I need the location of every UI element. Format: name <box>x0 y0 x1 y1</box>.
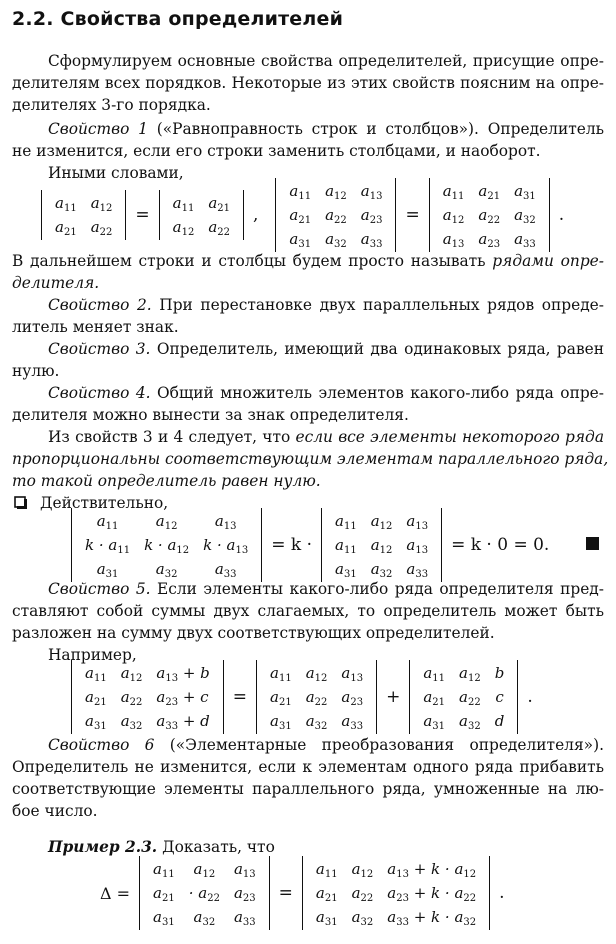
paragraph-line: бое число. <box>12 802 98 820</box>
property-4-line: Свойство 4. Общий множитель элементов какого-либо ряда опре- <box>48 384 604 402</box>
determinant-part-1: $a_{11}$ $a_{12}$ $a_{13}$ $a_{21}$ $a_{22}$ $a_{23}$ $a_{31}$ $a_{32}$ $a_{33}$ <box>256 660 377 734</box>
determinant-part-2: $a_{11}$ $a_{12}$ b $a_{21}$ $a_{22}$ c $a_{31}$ $a_{32}$ d <box>409 660 518 734</box>
paragraph-line: нулю. <box>12 362 60 380</box>
paragraph-line: Иными словами, <box>48 164 184 182</box>
equation-proportional: $a_{11}$ $a_{12}$ $a_{13}$ $k \cdot a_{11}$ $k \cdot a_{12}$ $k \cdot a_{13}$ $a_{31}$ $a_{32}$ $a_{33}$ = k · $a_{11}$ $a_{12}$ $a_{13}$ $a_{11}$ $a_{12}$ $a_{13}$ $a_{31}$ $a_{32}$ $a_{33}$ = k · 0 = 0. <box>68 514 555 576</box>
paragraph-line: не изменится, если его строки заменить столбцами, и наоборот. <box>12 142 541 160</box>
property-2-line: Свойство 2. При перестановке двух параллельных рядов опреде- <box>48 296 604 314</box>
proof-label: Действительно, <box>40 494 169 512</box>
property-3-line: Свойство 3. Определитель, имеющий два одинаковых ряда, равен <box>48 340 604 358</box>
property-1-line: Свойство 1 («Равноправность строк и столбцов»). Определитель <box>48 120 604 138</box>
determinant-3x3: $a_{11}$ $a_{12}$ $a_{13}$ $a_{21}$ $a_{22}$ $a_{23}$ $a_{31}$ $a_{32}$ $a_{33}$ <box>275 178 396 252</box>
property-6-line: Свойство 6 («Элементарные преобразования определителя»). <box>48 736 604 754</box>
filled-square-icon <box>586 537 599 550</box>
example-2-3-line: Пример 2.3. Доказать, что <box>48 838 275 856</box>
paragraph-line: ставляют собой суммы двух слагаемых, то определитель может быть <box>12 602 604 620</box>
paragraph-line: Например, <box>48 646 137 664</box>
equation-delta: Δ = $a_{11}$ $a_{12}$ $a_{13}$ $a_{21}$ · $a_{22}$ $a_{23}$ $a_{31}$ $a_{32}$ $a_{33}$ = $a_{11}$ $a_{12}$ $a_{13} + k \cdot a_{12}$ $a_{21}$ $a_{22}$ $a_{23} + k \cdot a_{22}$ $a_{31}$ $a_{32}$ $a_{33} + k \cdot a_{32}$ . <box>100 860 511 926</box>
corollary-line: Из свойств 3 и 4 следует, что если все элементы некоторого ряда <box>48 428 604 446</box>
determinant-equal-rows: $a_{11}$ $a_{12}$ $a_{13}$ $a_{11}$ $a_{12}$ $a_{13}$ $a_{31}$ $a_{32}$ $a_{33}$ <box>321 508 442 582</box>
open-square-icon <box>14 496 27 509</box>
equation-transpose: $a_{11}$ $a_{12}$ $a_{21}$ $a_{22}$ = $a_{11}$ $a_{21}$ $a_{12}$ $a_{22}$ , $a_{11}$ $a_{12}$ $a_{13}$ $a_{21}$ $a_{22}$ $a_{23}$ $a_{31}$ $a_{32}$ $a_{33}$ = $a_{11}$ $a_{21}$ $a_{31}$ $a_{12}$ $a_{22}$ $a_{32}$ $a_{13}$ $a_{23}$ $a_{33}$ . <box>38 184 570 246</box>
determinant-proportional: $a_{11}$ $a_{12}$ $a_{13}$ $k \cdot a_{11}$ $k \cdot a_{12}$ $k \cdot a_{13}$ $a_{31}$ $a_{32}$ $a_{33}$ <box>71 508 262 582</box>
paragraph-line: делителя. <box>12 274 100 292</box>
property-1-name: Свойство 1 <box>48 120 148 138</box>
section-title: 2.2. Свойства определителей <box>12 8 344 30</box>
paragraph-line: Определитель не изменится, если к элементам одного ряда прибавить <box>12 758 604 776</box>
corollary-line: пропорциональны соответствующим элементам параллельного ряда, <box>12 450 609 468</box>
property-5-line: Свойство 5. Если элементы какого-либо ряда определителя пред- <box>48 580 604 598</box>
example-title: Пример 2.3. <box>48 838 158 856</box>
paragraph-line: делителям всех порядков. Некоторые из этих свойств поясним на опре- <box>12 74 604 92</box>
paragraph-line: делителя можно вынести за знак определителя. <box>12 406 409 424</box>
paragraph-line: В дальнейшем строки и столбцы будем просто называть рядами опре- <box>12 252 604 270</box>
determinant-sum: $a_{11}$ $a_{12}$ $a_{13} + b$ $a_{21}$ $a_{22}$ $a_{23} + c$ $a_{31}$ $a_{32}$ $a_{33} + d$ <box>71 660 224 734</box>
determinant-transformed: $a_{11}$ $a_{12}$ $a_{13} + k \cdot a_{12}$ $a_{21}$ $a_{22}$ $a_{23} + k \cdot a_{22}$ $a_{31}$ $a_{32}$ $a_{33} + k \cdot a_{32}$ <box>302 856 490 930</box>
paragraph-line: делителях 3-го порядка. <box>12 96 211 114</box>
paragraph-line: соответствующие элементы параллельного ряда, умноженные на лю- <box>12 780 604 798</box>
equation-sum: $a_{11}$ $a_{12}$ $a_{13} + b$ $a_{21}$ $a_{22}$ $a_{23} + c$ $a_{31}$ $a_{32}$ $a_{33} + d$ = $a_{11}$ $a_{12}$ $a_{13}$ $a_{21}$ $a_{22}$ $a_{23}$ $a_{31}$ $a_{32}$ $a_{33}$ + $a_{11}$ $a_{12}$ b $a_{21}$ $a_{22}$ c $a_{31}$ $a_{32}$ d . <box>68 666 539 728</box>
paragraph-line: разложен на сумму двух соответствующих определителей. <box>12 624 495 642</box>
corollary-line: то такой определитель равен нулю. <box>12 472 321 490</box>
determinant-2x2: $a_{11}$ $a_{12}$ $a_{21}$ $a_{22}$ <box>41 190 126 240</box>
paragraph-line: литель меняет знак. <box>12 318 179 336</box>
determinant-3x3-transposed: $a_{11}$ $a_{21}$ $a_{31}$ $a_{12}$ $a_{22}$ $a_{32}$ $a_{13}$ $a_{23}$ $a_{33}$ <box>429 178 550 252</box>
determinant-2x2-transposed: $a_{11}$ $a_{21}$ $a_{12}$ $a_{22}$ <box>159 190 244 240</box>
paragraph-line: Сформулируем основные свойства определителей, присущие опре- <box>48 52 604 70</box>
determinant-delta: $a_{11}$ $a_{12}$ $a_{13}$ $a_{21}$ · $a_{22}$ $a_{23}$ $a_{31}$ $a_{32}$ $a_{33}$ <box>139 856 270 930</box>
